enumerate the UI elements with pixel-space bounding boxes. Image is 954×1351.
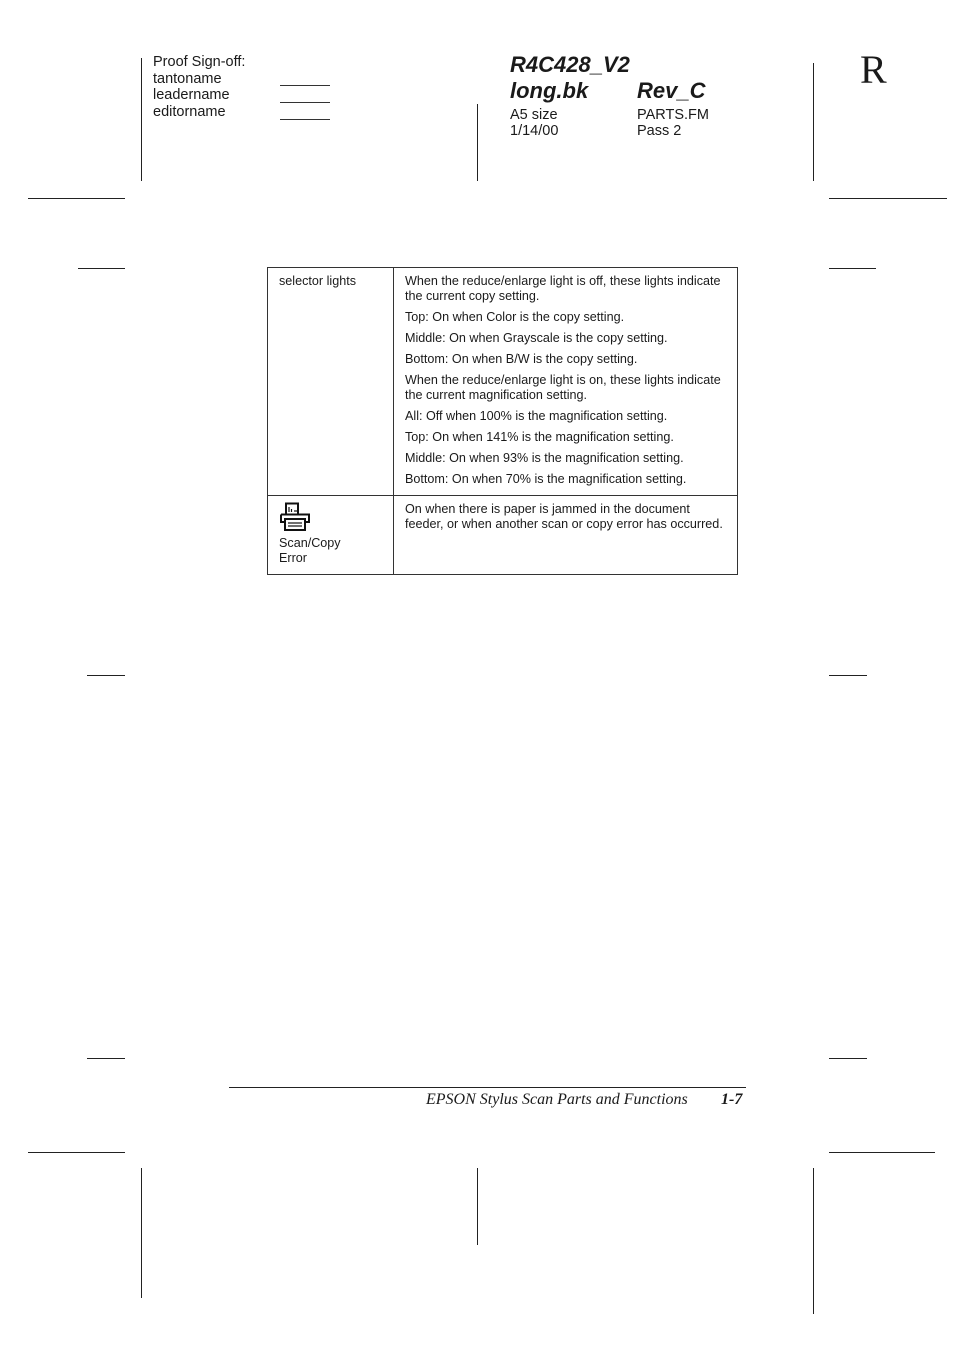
description-paragraph: Middle: On when Grayscale is the copy setting. (405, 331, 668, 345)
table-row (268, 496, 738, 575)
header-revision: Rev_C (637, 78, 706, 103)
parts-table (267, 267, 738, 575)
header-pass: Pass 2 (637, 123, 682, 139)
table-cell-label (268, 496, 394, 575)
header-page-size: A5 size (510, 107, 558, 123)
footer-rule (229, 1087, 746, 1088)
table-cell-description (394, 496, 738, 575)
header-date: 1/14/00 (510, 123, 559, 139)
header-book-file: long.bk (510, 78, 589, 103)
crop-mark (829, 268, 876, 269)
crop-mark (477, 1168, 478, 1245)
table-cell-description (394, 268, 738, 496)
proof-name-editor: editorname (153, 103, 226, 120)
table-cell-label (268, 268, 394, 496)
footer-page-number: 1-7 (721, 1091, 743, 1108)
proof-signoff-title: Proof Sign-off: (153, 54, 246, 70)
description-paragraph: When the reduce/enlarge light is on, these lights indicate the current magnification setting. (405, 373, 721, 402)
label-error: Error (279, 551, 307, 565)
proof-name-tanto: tantoname (153, 70, 222, 87)
crop-mark (829, 1058, 867, 1059)
footer-chapter-title: EPSON Stylus Scan Parts and Functions (426, 1091, 688, 1108)
proof-name-leader: leadername (153, 87, 230, 104)
crop-mark (141, 1168, 142, 1298)
signoff-blank-line (280, 102, 330, 103)
signoff-blank-line (280, 85, 330, 86)
crop-mark (87, 1058, 125, 1059)
description-paragraph: Top: On when Color is the copy setting. (405, 310, 625, 324)
crop-mark (829, 198, 947, 199)
crop-mark (829, 1152, 935, 1153)
description-paragraph: Bottom: On when 70% is the magnification setting. (405, 472, 687, 486)
description-paragraph: Top: On when 141% is the magnification setting. (405, 430, 674, 444)
description-paragraph: Middle: On when 93% is the magnification setting. (405, 451, 684, 465)
label-scan-copy: Scan/Copy (279, 536, 341, 550)
crop-mark (78, 268, 125, 269)
crop-mark (813, 1168, 814, 1314)
description-paragraph: All: Off when 100% is the magnification setting. (405, 409, 668, 423)
crop-mark (813, 63, 814, 181)
header-book-code: R4C428_V2 (510, 52, 630, 77)
description-paragraph: When the reduce/enlarge light is off, these lights indicate the current copy setting. (405, 274, 721, 303)
printer-icon (279, 502, 311, 532)
crop-mark (477, 104, 478, 181)
crop-mark (829, 675, 867, 676)
proof-signoff (153, 54, 245, 120)
label-selector-lights: selector lights (279, 274, 356, 288)
description-paragraph: Bottom: On when B/W is the copy setting. (405, 352, 638, 366)
description-paragraph: On when there is paper is jammed in the document feeder, or when another scan or copy error has occurred. (405, 502, 723, 531)
crop-mark (87, 675, 125, 676)
corner-letter: R (860, 47, 887, 92)
crop-mark (141, 58, 142, 181)
table-row (268, 268, 738, 496)
crop-mark (28, 1152, 125, 1153)
header-fm-file: PARTS.FM (637, 107, 709, 123)
crop-mark (28, 198, 125, 199)
signoff-blank-line (280, 119, 330, 120)
